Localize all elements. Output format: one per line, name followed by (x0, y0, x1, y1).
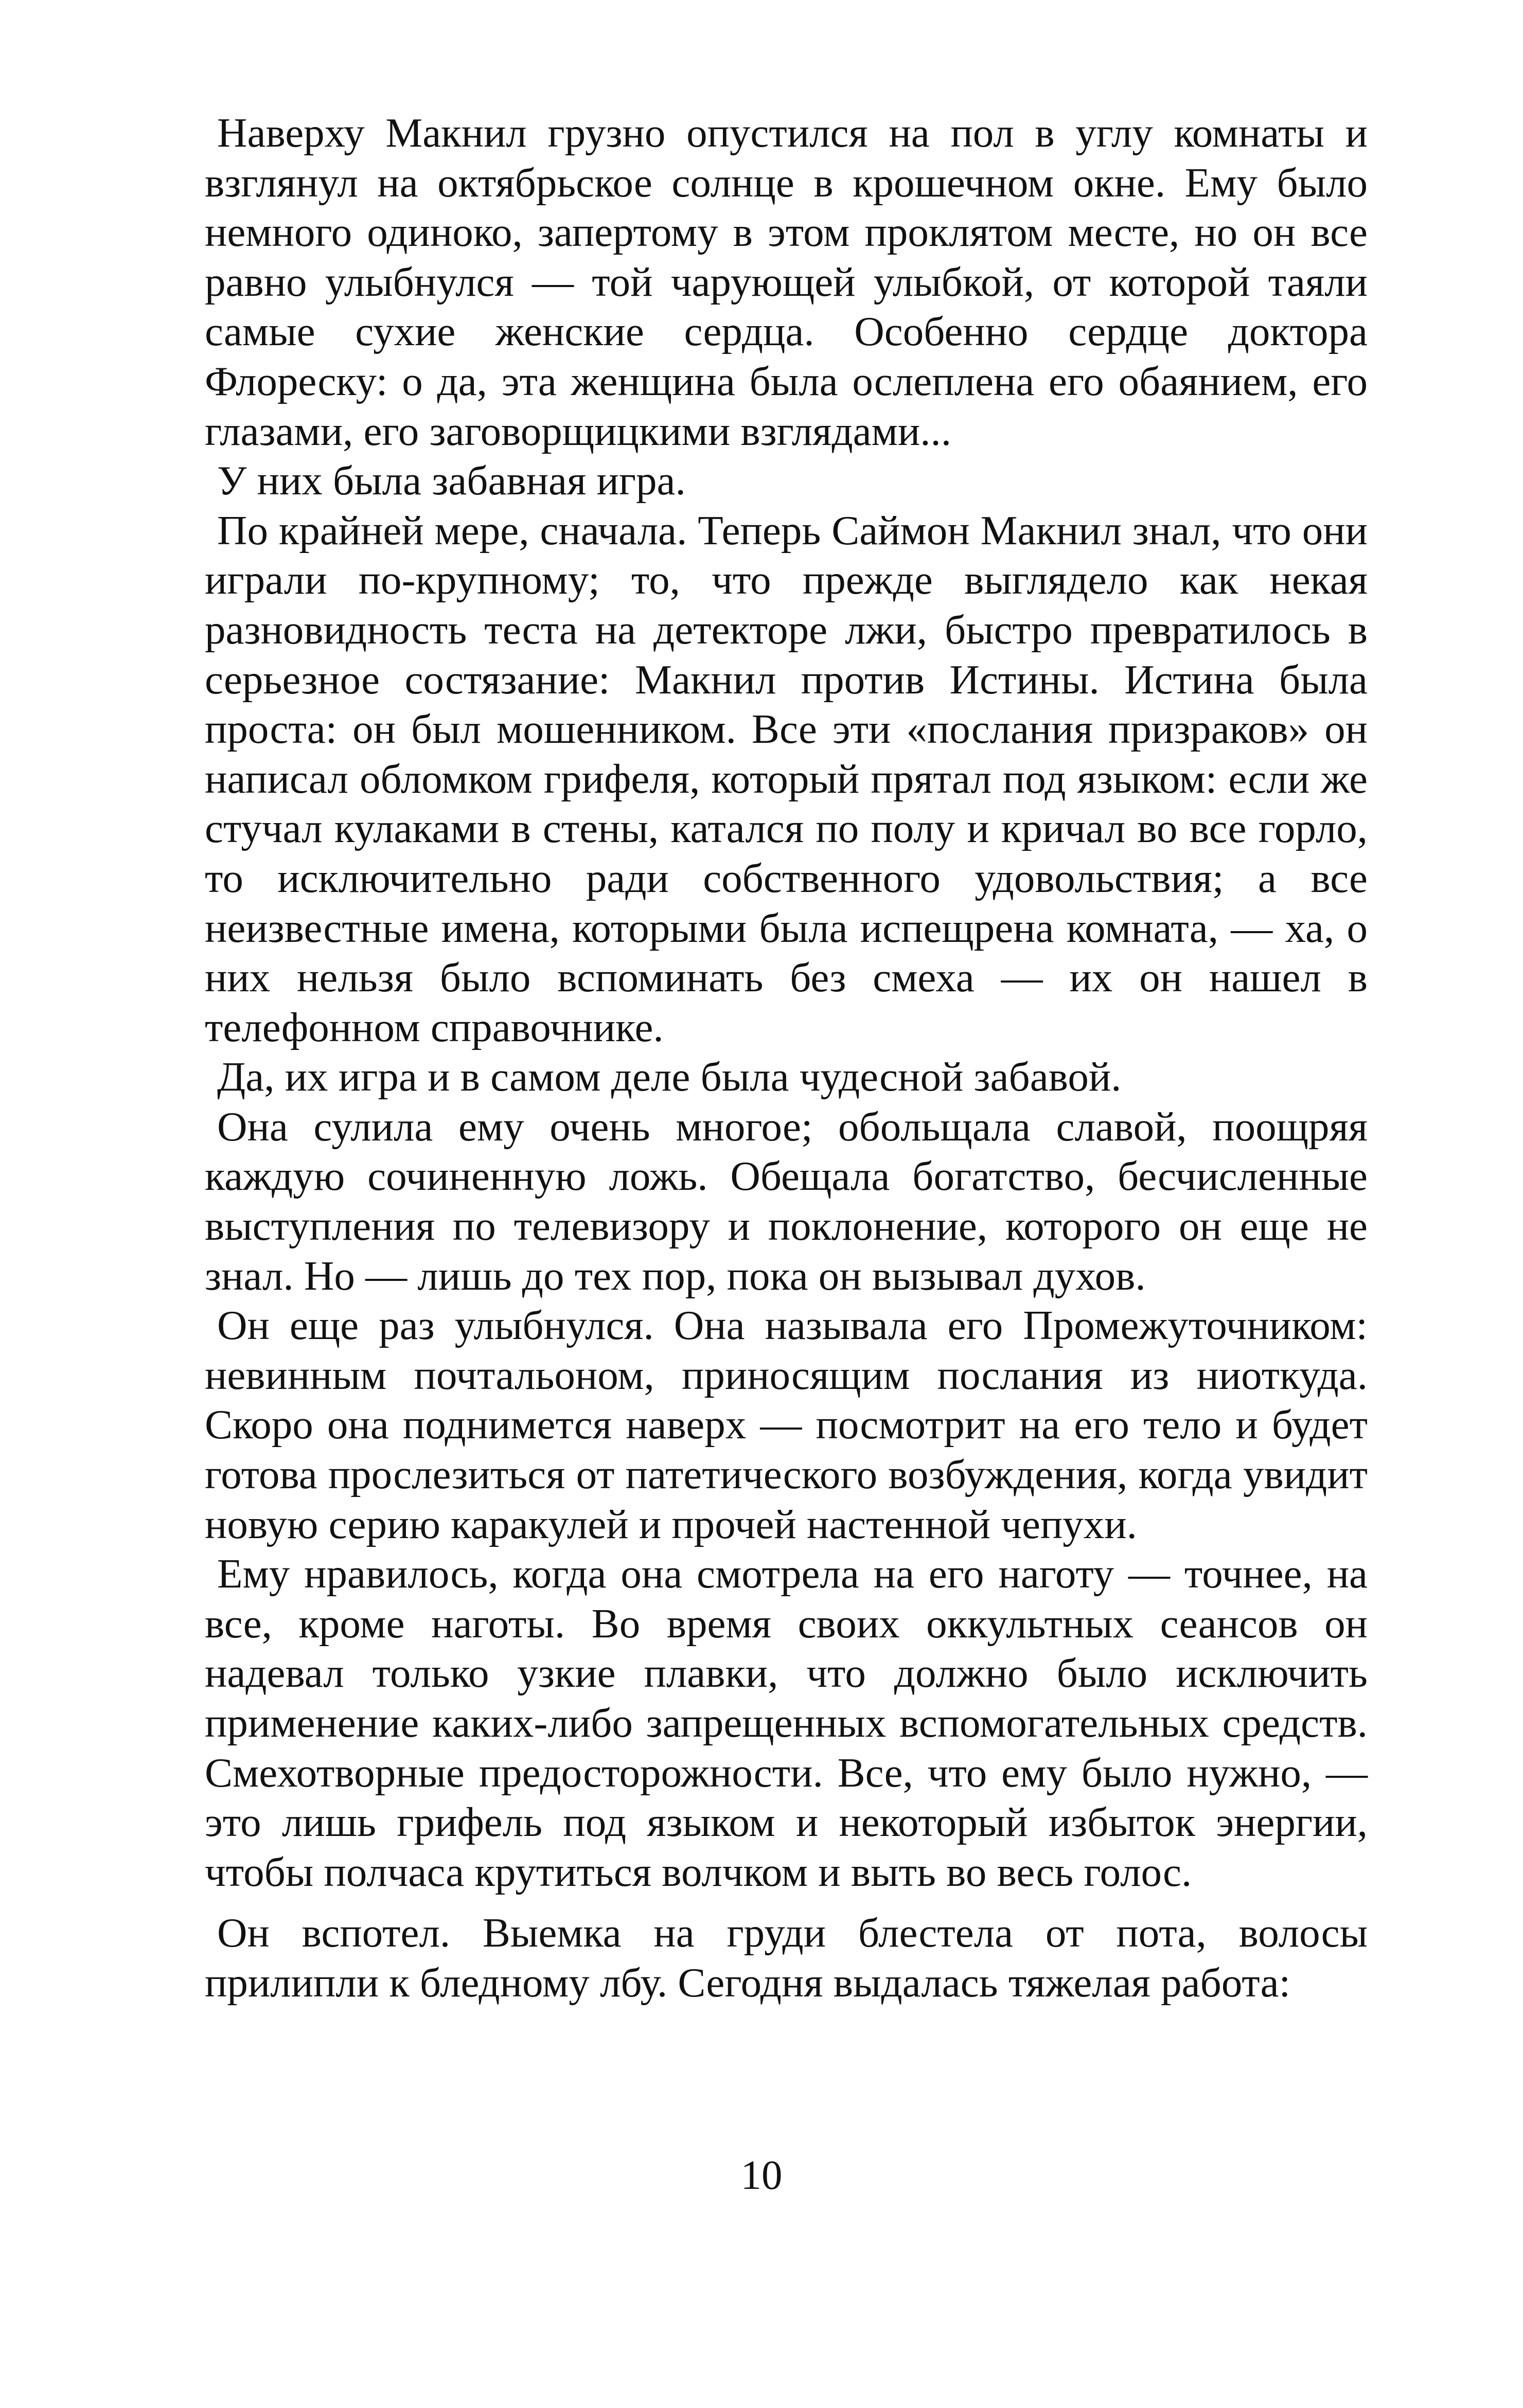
page-number: 10 (740, 2152, 783, 2198)
paragraph: По крайней мере, сначала. Теперь Саймон Макнил знал, что они играли по-крупному; то, что прежде выглядело как некая разновидность теста на детекторе лжи, быстро превратилось в серьезное состязание: Макнил против Истины. Истина была проста: он был мошенником. Все эти «послания призраков» он написал обломком грифеля, который прятал под языком: если же стучал кулаками в стены, катался по полу и кричал во все горло, то исключительно ради собственного удовольствия; а все неизвестные имена, которыми была испещрена комната, — ха, о них нельзя было вспоминать без смеха — их он нашел в телефонном справочнике. (205, 507, 1368, 1050)
body-text (205, 108, 1368, 2008)
paragraph: Он еще раз улыбнулся. Она называла его Промежуточником: невинным почтальоном, приносящим послания из ниоткуда. Скоро она поднимется наверх — посмотрит на его тело и будет готова прослезиться от патетического возбуждения, когда увидит новую серию каракулей и прочей настенной чепухи. (205, 1302, 1368, 1547)
paragraph: Она сулила ему очень многое; обольщала славой, поощряя каждую сочиненную ложь. Обещала богатство, бесчисленные выступления по телевизору и поклонение, которого он еще не знал. Но — лишь до тех пор, пока он вызывал духов. (205, 1103, 1368, 1299)
paragraph: У них была забавная игра. (217, 457, 686, 504)
paragraph: Он вспотел. Выемка на груди блестела от пота, волосы прилипли к бледному лбу. Сегодня выдалась тяжелая работа: (205, 1910, 1368, 2006)
paragraph: Да, их игра и в самом деле была чудесной забавой. (217, 1054, 1122, 1100)
paragraph: Наверху Макнил грузно опустился на пол в углу комнаты и взглянул на октябрьское солнце в крошечном окне. Ему было немного одиноко, запертому в этом проклятом месте, но он все равно улыбнулся — той чарующей улыбкой, от которой таяли самые сухие женские сердца. Особенно сердце доктора Флореску: о да, эта женщина была ослеплена его обаянием, его глазами, его заговорщицкими взглядами... (205, 110, 1368, 454)
paragraph: Ему нравилось, когда она смотрела на его наготу — точнее, на все, кроме наготы. Во время своих оккультных сеансов он надевал только узкие плавки, что должно было исключить применение каких-либо запрещенных вспомогательных средств. Смехотворные предосторожности. Все, что ему было нужно, — это лишь грифель под языком и некоторый избыток энергии, чтобы полчаса крутиться волчком и выть во весь голос. (205, 1550, 1368, 1895)
